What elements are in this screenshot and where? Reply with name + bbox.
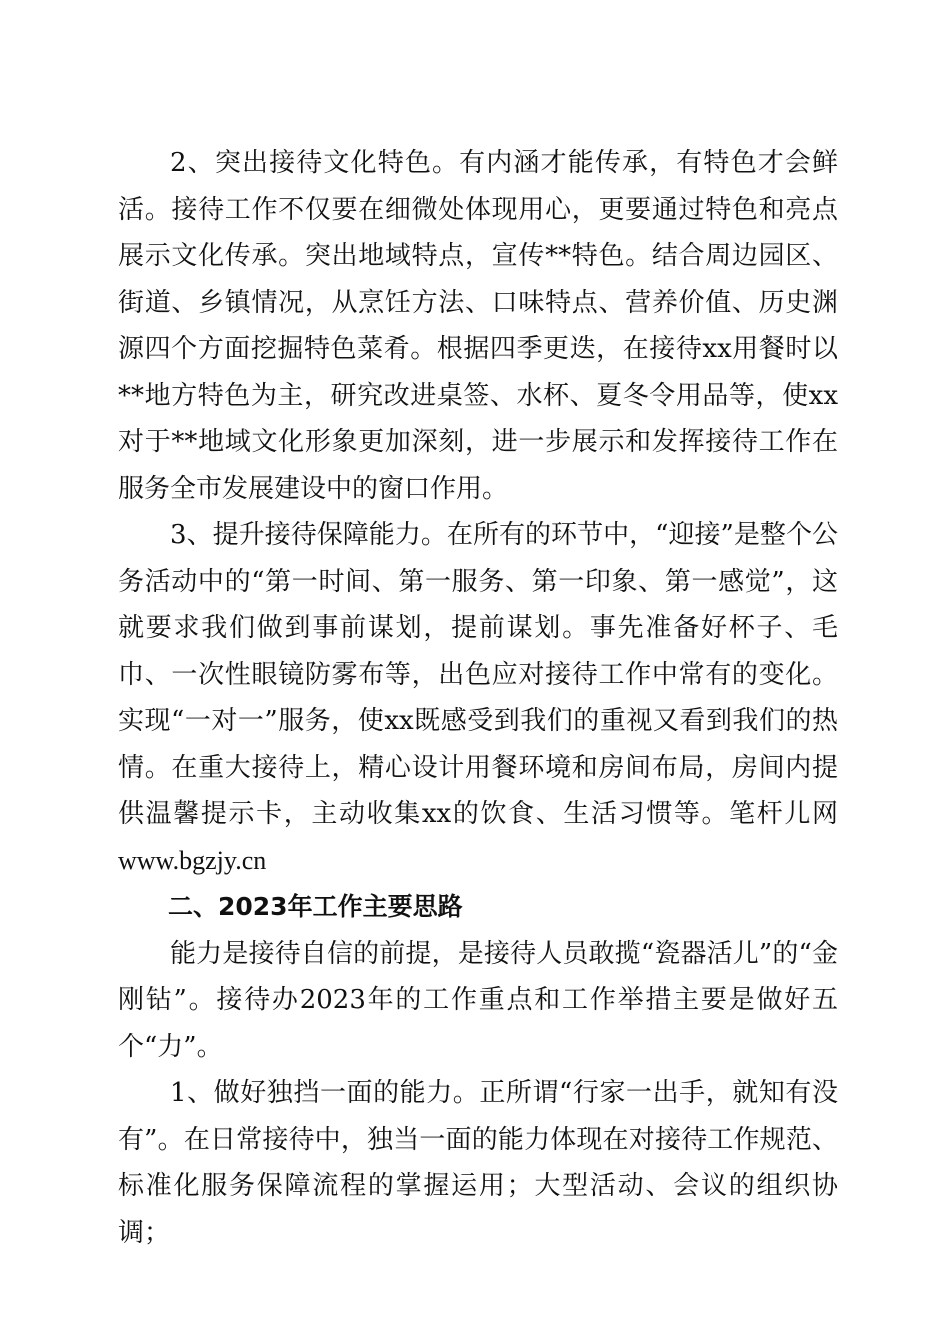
paragraph-capability <box>118 931 838 1071</box>
paragraph-independent-text: 1、做好独挡一面的能力。正所谓“行家一出手，就知有没有”。在日常接待中，独当一面的能力体现在对接待工作规范、标准化服务保障流程的掌握运用；大型活动、会议的组织协调； <box>118 1078 838 1248</box>
section-heading-text: 二、2023年工作主要思路 <box>168 892 463 921</box>
document-body <box>118 140 838 1256</box>
paragraph-support <box>118 512 838 884</box>
section-heading <box>118 884 838 931</box>
paragraph-independent <box>118 1070 838 1256</box>
paragraph-support-text: 3、提升接待保障能力。在所有的环节中，“迎接”是整个公务活动中的“第一时间、第一服务、第一印象、第一感觉”，这就要求我们做到事前谋划，提前谋划。事先准备好杯子、毛巾、一次性眼镜防雾布等，出色应对接待工作中常有的变化。实现“一对一”服务，使xx既感受到我们的重视又看到我们的热情。在重大接待上，精心设计用餐环境和房间布局，房间内提供温馨提示卡，主动收集xx的饮食、生活习惯等。笔杆儿网 <box>118 520 838 829</box>
paragraph-culture <box>118 140 838 512</box>
paragraph-capability-text: 能力是接待自信的前提，是接待人员敢揽“瓷器活儿”的“金刚钻”。接待办2023年的工作重点和工作举措主要是做好五个“力”。 <box>118 938 838 1062</box>
website-url: www.bgzjy.cn <box>118 845 267 875</box>
paragraph-culture-text: 2、突出接待文化特色。有内涵才能传承，有特色才会鲜活。接待工作不仅要在细微处体现用心，更要通过特色和亮点展示文化传承。突出地域特点，宣传**特色。结合周边园区、街道、乡镇情况，从烹饪方法、口味特点、营养价值、历史渊源四个方面挖掘特色菜肴。根据四季更迭，在接待xx用餐时以**地方特色为主，研究改进桌签、水杯、夏冬令用品等，使xx对于**地域文化形象更加深刻，进一步展示和发挥接待工作在服务全市发展建设中的窗口作用。 <box>118 148 838 504</box>
